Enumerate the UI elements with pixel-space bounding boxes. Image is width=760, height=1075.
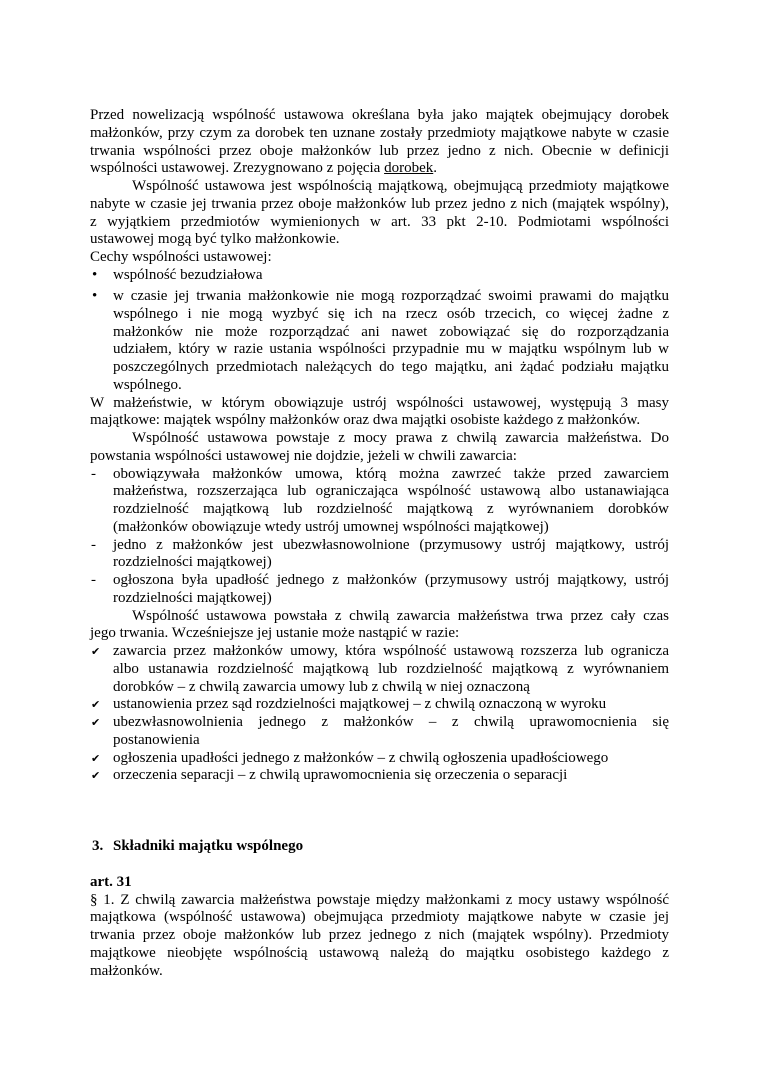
text-line: wspólnego.: [113, 376, 182, 393]
text-line: postanowienia: [113, 731, 200, 748]
text-line: wspólność bezudziałowa: [113, 266, 263, 283]
dash-marker: -: [91, 465, 96, 482]
origin-paragraph: [90, 430, 669, 466]
intro-paragraph: [90, 107, 669, 178]
text-line: Wspólność ustawowa powstaje z mocy prawa z chwilą zawarcia małżeństwa. Do: [132, 430, 669, 446]
bullet-marker: •: [92, 288, 98, 304]
text-line: z wyjątkiem przedmiotów wymienionych w art. 33 pkt 2-10. Podmiotami wspólności: [90, 213, 669, 230]
check-icon: ✔: [91, 769, 101, 783]
list-item: [90, 714, 669, 750]
list-item: [90, 572, 669, 608]
text-line: ustanowienia przez sąd rozdzielności majątkowej – z chwilą oznaczoną w wyroku: [113, 696, 607, 713]
text-line: rozdzielności majątkowej): [113, 589, 272, 606]
list-item: [90, 267, 669, 285]
text-line: udziałem, który w razie ustania wspólności przypadnie mu w majątku wspólnym lub w: [113, 341, 669, 358]
text-line: zawarcia przez małżonków umowy, która wspólność ustawową rozszerza lub ogranicza: [113, 643, 669, 659]
article-paragraph: [90, 892, 669, 981]
text-line: poszczególnych przedmiotach należących do tego majątku, ani żądać podziału majątku: [113, 359, 669, 375]
text-line: jedno z małżonków jest ubezwłasnowolnione (przymusowy ustrój majątkowy, ustrój: [113, 536, 669, 553]
definition-paragraph: [90, 178, 669, 249]
text-line: W małżeństwie, w którym obowiązuje ustrój wspólności ustawowej, występują 3 masy: [90, 394, 669, 411]
list-item: [90, 288, 669, 395]
list-item: [90, 643, 669, 696]
text-line: albo ustanawia rozdzielność majątkową lub rozdzielność majątkową z wyrównaniem: [113, 660, 669, 677]
text-segment: wspólności ustawowej. Zrezygnowano z pojęcia: [90, 160, 385, 177]
text-line: trwania wspólności przez oboje małżonków lub przez jedno z nich. Obecnie w definicji: [90, 142, 669, 159]
text-line: dorobków – z chwilą zawarcia umowy lub z chwilą w niej oznaczoną: [113, 678, 530, 695]
text-line: małżonków.: [90, 962, 163, 979]
list-item: [90, 537, 669, 573]
document-body: [90, 107, 669, 980]
text-line: ogłoszona była upadłość jednego z małżonków (przymusowy ustrój majątkowy, ustrój: [113, 572, 669, 588]
estates-paragraph: [90, 395, 669, 431]
text-segment: .: [433, 160, 437, 177]
text-line: ubezwłasnowolnienia jednego z małżonków – z chwilą uprawomocnienia się: [113, 714, 669, 730]
text-line: majątkowe nieobjęte wspólnością ustawową należą do majątku osobistego każdego z: [90, 944, 669, 961]
text-line: powstania wspólności ustawowej nie dojdzie, jeżeli w chwili zawarcia:: [90, 447, 517, 464]
text-line: Wspólność ustawowa powstała z chwilą zawarcia małżeństwa trwa przez cały czas: [132, 607, 669, 624]
text-line: § 1. Z chwilą zawarcia małżeństwa powstaje między małżonkami z mocy ustawy wspólność: [90, 891, 669, 908]
article-label: art. 31: [90, 873, 132, 890]
check-icon: ✔: [91, 751, 101, 765]
text-line: ogłoszenia upadłości jednego z małżonków – z chwilą ogłoszenia upadłościowego: [113, 749, 609, 766]
text-line: obowiązywała małżonków umowa, którą można zawrzeć także przed zawarciem: [113, 465, 669, 482]
text-line: trwania przez oboje małżonków lub przez jednego z nich (majątek wspólny). Przedmioty: [90, 927, 669, 943]
text-line: (małżonków obowiązuje wtedy ustrój umownej wspólności majątkowej): [113, 518, 549, 535]
dash-marker: -: [91, 536, 96, 553]
text-line: majątkowe: majątek wspólny małżonków oraz dwa majątki osobiste każdego z małżonków.: [90, 412, 641, 429]
text-line: [90, 160, 669, 178]
check-icon: ✔: [91, 645, 101, 658]
section-heading: [90, 838, 669, 856]
text-line: orzeczenia separacji – z chwilą uprawomocnienia się orzeczenia o separacji: [113, 767, 568, 784]
termination-paragraph: [90, 608, 669, 644]
text-line: rozdzielność majątkową lub rozdzielność majątkową z wyrównaniem dorobków: [113, 501, 669, 517]
list-item: [90, 466, 669, 537]
text-line: jego trwania. Wcześniejsze jej ustanie może nastąpić w razie:: [90, 625, 460, 642]
text-line: Przed nowelizacją wspólność ustawowa określana była jako majątek obejmujący dorobek: [90, 107, 669, 123]
text-line: w czasie jej trwania małżonkowie nie mogą rozporządzać swoimi prawami do majątku: [113, 288, 669, 304]
exclusions-list: [90, 466, 669, 608]
features-list: [90, 267, 669, 395]
list-item: [90, 767, 669, 785]
section-number: 3.: [92, 838, 104, 855]
text-line: majątkowa (wspólność ustawowa) obejmująca przedmioty majątkowe nabyte w czasie jej: [90, 909, 669, 926]
text-line: małżeństwa, rozszerzająca lub ograniczająca wspólność ustawową albo ustanawiająca: [113, 483, 669, 500]
text-line: ustawowej mogą być tylko małżonkowie.: [90, 231, 340, 248]
underlined-term: dorobek: [384, 160, 434, 177]
text-line: małżonków nie może rozporządzać ani nawet zobowiązać się do rozporządzania: [113, 323, 669, 340]
dash-marker: -: [91, 572, 96, 588]
text-line: Wspólność ustawowa jest wspólnością majątkową, obejmującą przedmioty majątkowe: [132, 178, 669, 194]
termination-list: [90, 643, 669, 785]
check-icon: ✔: [91, 698, 101, 712]
features-label: Cechy wspólności ustawowej:: [90, 249, 272, 265]
text-line: rozdzielności majątkowej): [113, 554, 272, 571]
list-item: [90, 696, 669, 714]
check-icon: ✔: [91, 716, 101, 729]
list-item: [90, 750, 669, 768]
text-line: wspólnego i nie mogą wyzbyć się ich na rzecz osób trzecich, co więcej żadne z: [113, 305, 669, 322]
text-line: małżonków, przy czym za dorobek ten uznane zostały przedmioty majątkowe nabyte w czasie: [90, 124, 669, 141]
bullet-marker: •: [92, 266, 98, 283]
section-title: Składniki majątku wspólnego: [113, 838, 304, 855]
text-line: nabyte w czasie jej trwania przez oboje małżonków lub przez jedno z nich (majątek wspólny),: [90, 195, 669, 212]
